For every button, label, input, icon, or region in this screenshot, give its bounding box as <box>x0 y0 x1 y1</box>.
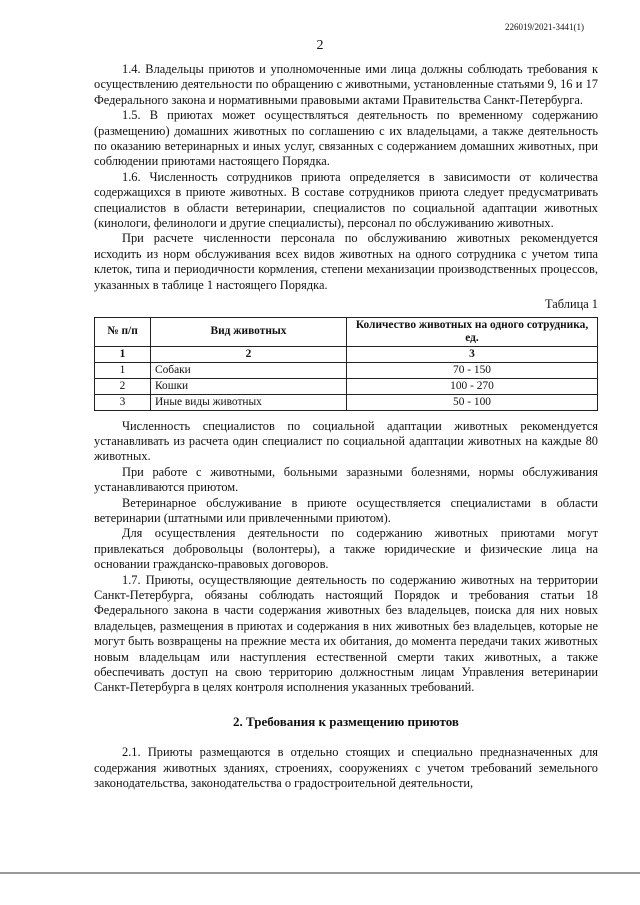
document-body <box>94 62 598 791</box>
table-row <box>95 362 598 378</box>
header-num: № п/п <box>95 317 151 346</box>
paragraph-1-5: 1.5. В приютах может осуществляться деятельность по временному содержанию (размещению) домашних животных по соглашению с их владельцами, а также деятельность по оказанию ветеринарных и иных услуг, связанных с содержанием домашних животных, при соблюдении приютами настоящего Порядка. <box>94 108 598 169</box>
paragraph-infectious: При работе с животными, больными заразными болезнями, нормы обслуживания устанавливаются приютом. <box>94 464 598 495</box>
paragraph-2-1: 2.1. Приюты размещаются в отдельно стоящих и специально предназначенных для содержания животных зданиях, строениях, сооружениях с учетом требований земельного законодательства, законодательства о градостроительной деятельности, <box>94 745 598 791</box>
col-number: 3 <box>347 346 598 362</box>
table-row <box>95 378 598 394</box>
scan-edge-line <box>0 872 640 874</box>
col-number: 2 <box>151 346 347 362</box>
row-count: 100 - 270 <box>347 378 598 394</box>
header-count: Количество животных на одного сотрудника, ед. <box>347 317 598 346</box>
paragraph-volunteers: Для осуществления деятельности по содержанию животных приютами могут привлекаться добровольцы (волонтеры), а также юридические и физические лица на основании гражданско-правовых договоров. <box>94 526 598 572</box>
header-kind: Вид животных <box>151 317 347 346</box>
row-kind: Собаки <box>151 362 347 378</box>
paragraph-social-adaptation: Численность специалистов по социальной адаптации животных рекомендуется устанавливать из расчета один специалист по социальной адаптации животных на каждые 80 животных. <box>94 418 598 464</box>
section-title: 2. Требования к размещению приютов <box>233 713 459 729</box>
column-number-row <box>95 346 598 362</box>
row-count: 50 - 100 <box>347 394 598 410</box>
col-number: 1 <box>95 346 151 362</box>
row-kind: Кошки <box>151 378 347 394</box>
row-num: 3 <box>95 394 151 410</box>
animals-per-staff-table <box>94 317 598 411</box>
row-kind: Иные виды животных <box>151 394 347 410</box>
row-num: 1 <box>95 362 151 378</box>
row-num: 2 <box>95 378 151 394</box>
paragraph-staff-calc: При расчете численности персонала по обслуживанию животных рекомендуется исходить из норм обслуживания всех видов животных на одного сотрудника с учетом типа клеток, типа и периодичности кормления, степени механизации производственных процессов, указанных в таблице 1 настоящего Порядка. <box>94 231 598 292</box>
paragraph-veterinary: Ветеринарное обслуживание в приюте осуществляется специалистами в области ветеринарии (штатными или привлеченными приютом). <box>94 495 598 525</box>
paragraph-1-6: 1.6. Численность сотрудников приюта определяется в зависимости от количества содержащихся в приюте животных. В составе сотрудников приюта следует предусматривать специалистов в области ветеринарии, специалистов по социальной адаптации животных (кинологи, фелинологи и другие специалисты), персонал по обслуживанию животных. <box>94 169 598 231</box>
table-caption: Таблица 1 <box>545 297 598 312</box>
document-number: 226019/2021-3441(1) <box>505 22 584 32</box>
paragraph-1-7: 1.7. Приюты, осуществляющие деятельность по содержанию животных на территории Санкт-Петербурга, обязаны соблюдать настоящий Порядок и требования статьи 18 Федерального закона в части содержания животных без владельцев, поиска для них новых владельцев, размещения в приютах и содержания в них животных без владельцев, которые не могут быть возвращены на прежние места их обитания, до момента передачи таких животных новым владельцам или наступления естественной смерти таких животных, а также обеспечивать доступ на свою территорию должностным лицам Управления ветеринарии Санкт-Петербурга в целях контроля исполнения указанных требований. <box>94 572 598 695</box>
paragraph-1-4: 1.4. Владельцы приютов и уполномоченные ими лица должны соблюдать требования к осуществлению деятельности по обращению с животными, установленные статьями 9, 16 и 17 Федерального закона и нормативными правовыми актами Правительства Санкт-Петербурга. <box>94 62 598 107</box>
table-row <box>95 394 598 410</box>
page-number: 2 <box>316 38 324 53</box>
row-count: 70 - 150 <box>347 362 598 378</box>
